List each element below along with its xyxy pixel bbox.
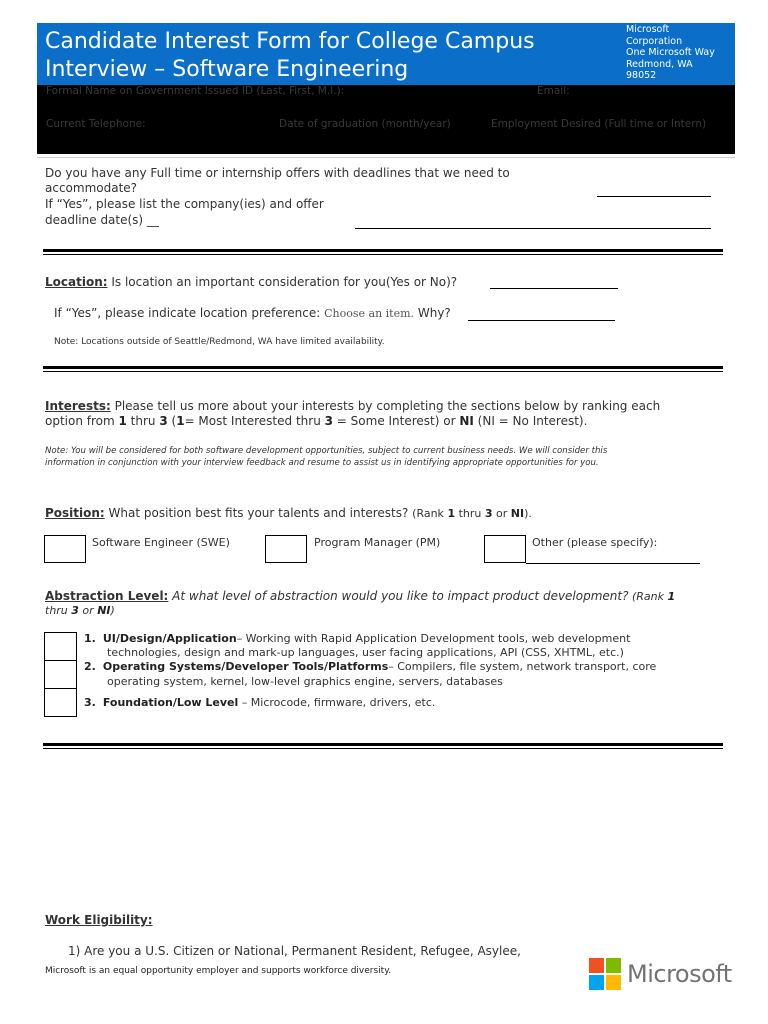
interests-note: Note: You will be considered for both software development opportunities, subject to current business needs. We will consider this <box>45 446 608 456</box>
location-note: Note: Locations outside of Seattle/Redmond, WA have limited availability. <box>54 337 385 347</box>
rank-box-ui[interactable] <box>44 632 77 661</box>
abstraction-item-os-cont: operating system, kernel, low-level graphics engine, servers, databases <box>107 675 503 688</box>
microsoft-wordmark: Microsoft <box>627 960 732 988</box>
interests-note-cont: information in conjunction with your interview feedback and resume to assist us in identifying appropriate opportunities for you. <box>45 458 599 468</box>
work-eligibility-q1: 1) Are you a U.S. Citizen or National, Permanent Resident, Refugee, Asylee, <box>68 944 521 958</box>
name-field[interactable]: Formal Name on Government Issued ID (Last, First, M.I.): <box>46 85 345 97</box>
section-divider <box>43 366 723 369</box>
position-question: Position: What position best fits your talents and interests? (Rank 1 thru 3 or NI). <box>45 506 532 520</box>
graduation-date-field[interactable]: Date of graduation (month/year) <box>279 118 451 130</box>
option-pm: Program Manager (PM) <box>314 536 441 549</box>
form-title: Candidate Interest Form for College Campus Interview – Software Engineering <box>45 29 535 82</box>
abstraction-item-os: 2. Operating Systems/Developer Tools/Platforms– Compilers, file system, network transport, core <box>84 660 657 673</box>
section-divider <box>43 249 723 252</box>
offers-list-prompt: If “Yes”, please list the company(ies) and offer <box>45 197 324 211</box>
option-other: Other (please specify): <box>532 536 658 549</box>
email-field[interactable]: Email: <box>537 85 570 97</box>
interests-intro: Interests: Please tell us more about your interests by completing the sections below by ranking each <box>45 399 661 413</box>
offers-question-cont: accommodate? <box>45 181 138 195</box>
offers-answer-line[interactable] <box>597 196 711 197</box>
divider <box>37 157 735 158</box>
microsoft-logo-icon <box>589 958 621 990</box>
logo-square-blue <box>589 975 604 990</box>
abstraction-item-ui-cont: technologies, design and mark-up languages, user facing applications, API (CSS, XHTML, etc.) <box>107 646 624 659</box>
location-why-line[interactable] <box>468 320 615 321</box>
work-eligibility-heading: Work Eligibility: <box>45 913 153 927</box>
option-swe: Software Engineer (SWE) <box>92 536 230 549</box>
rank-box-foundation[interactable] <box>44 688 77 717</box>
offers-deadline-prompt: deadline date(s) __ <box>45 213 159 227</box>
other-specify-line[interactable] <box>526 563 700 564</box>
logo-square-green <box>606 958 621 973</box>
interests-ranking: option from 1 thru 3 (1= Most Interested thru 3 = Some Interest) or NI (NI = No Interest). <box>45 414 588 428</box>
location-answer-line[interactable] <box>490 288 618 289</box>
location-dropdown[interactable]: Choose an item. <box>324 307 415 320</box>
telephone-field[interactable]: Current Telephone: <box>46 118 146 130</box>
logo-square-yellow <box>606 975 621 990</box>
eeo-statement: Microsoft is an equal opportunity employer and supports workforce diversity. <box>45 966 392 976</box>
logo-square-red <box>589 958 604 973</box>
section-divider-thin <box>43 748 723 749</box>
rank-box-os[interactable] <box>44 660 77 689</box>
section-divider <box>43 743 723 746</box>
rank-box-pm[interactable] <box>265 535 307 563</box>
abstraction-item-foundation: 3. Foundation/Low Level – Microcode, firmware, drivers, etc. <box>84 696 436 709</box>
section-divider-thin <box>43 371 723 372</box>
offers-details-line[interactable] <box>355 228 711 229</box>
section-divider-thin <box>43 254 723 255</box>
abstraction-question: Abstraction Level: At what level of abstraction would you like to impact product development? (Rank 1 <box>45 589 676 603</box>
offers-question: Do you have any Full time or internship offers with deadlines that we need to <box>45 166 510 180</box>
abstraction-item-ui: 1. UI/Design/Application– Working with Rapid Application Development tools, web development <box>84 632 631 645</box>
company-address: Microsoft Corporation One Microsoft Way Redmond, WA 98052 <box>626 24 715 81</box>
employment-desired-field[interactable]: Employment Desired (Full time or Intern) <box>491 118 707 130</box>
rank-box-other[interactable] <box>484 535 526 563</box>
location-preference: If “Yes”, please indicate location preference: Choose an item. Why? <box>54 306 451 320</box>
abstraction-question-cont: thru 3 or NI) <box>45 604 115 617</box>
rank-box-swe[interactable] <box>44 535 86 563</box>
location-question: Location: Is location an important consideration for you(Yes or No)? <box>45 275 458 289</box>
